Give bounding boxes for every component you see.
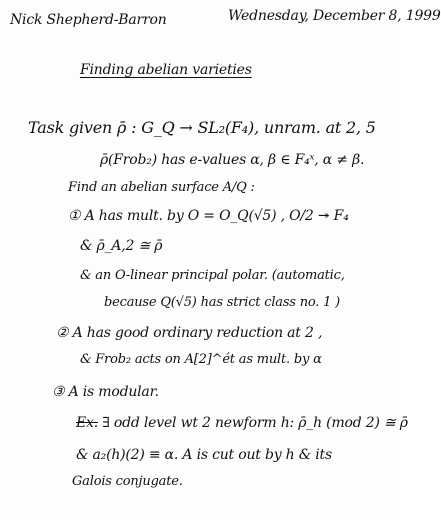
condition-1-line-4: because Q(√5) has strict class no. 1 ) — [104, 295, 341, 310]
condition-2-line-1: ② A has good ordinary reduction at 2 , — [56, 325, 323, 341]
condition-3-line-2 — [76, 415, 408, 431]
condition-1-line-2: & ρ̄_A,2 ≅ ρ̄ — [80, 238, 163, 254]
condition-3-line-4: Galois conjugate. — [72, 474, 183, 489]
task-statement-line-1: Task given ρ̄ : G_Q → SL₂(F₄), unram. at 2, 5 — [28, 118, 376, 137]
condition-3-line-1: ③ A is modular. — [52, 384, 159, 400]
condition-1-line-3: & an O-linear principal polar. (automatic, — [80, 268, 345, 283]
condition-1-line-1: ① A has mult. by O = O_Q(√5) , O/2 ↠ F₄ — [68, 208, 349, 224]
note-date: Wednesday, December 8, 1999 — [228, 8, 441, 24]
author-name: Nick Shepherd-Barron — [10, 12, 167, 28]
note-title: Finding abelian varieties — [80, 62, 252, 78]
condition-2-line-2: & Frob₂ acts on A[2]^ét as mult. by α — [80, 352, 322, 367]
condition-3-line-3: & a₂(h)(2) ≡ α. A is cut out by h & its — [76, 447, 332, 463]
condition-3-newform-text: ∃ odd level wt 2 newform h: ρ̄_h (mod 2) ≅ ρ̄ — [102, 415, 408, 431]
struck-out-word: Ex. — [76, 415, 98, 431]
task-statement-line-2: ρ̄(Frob₂) has e-values α, β ∈ F₄ˣ, α ≠ β. — [100, 152, 365, 168]
find-abelian-surface-heading: Find an abelian surface A/Q : — [68, 180, 255, 195]
